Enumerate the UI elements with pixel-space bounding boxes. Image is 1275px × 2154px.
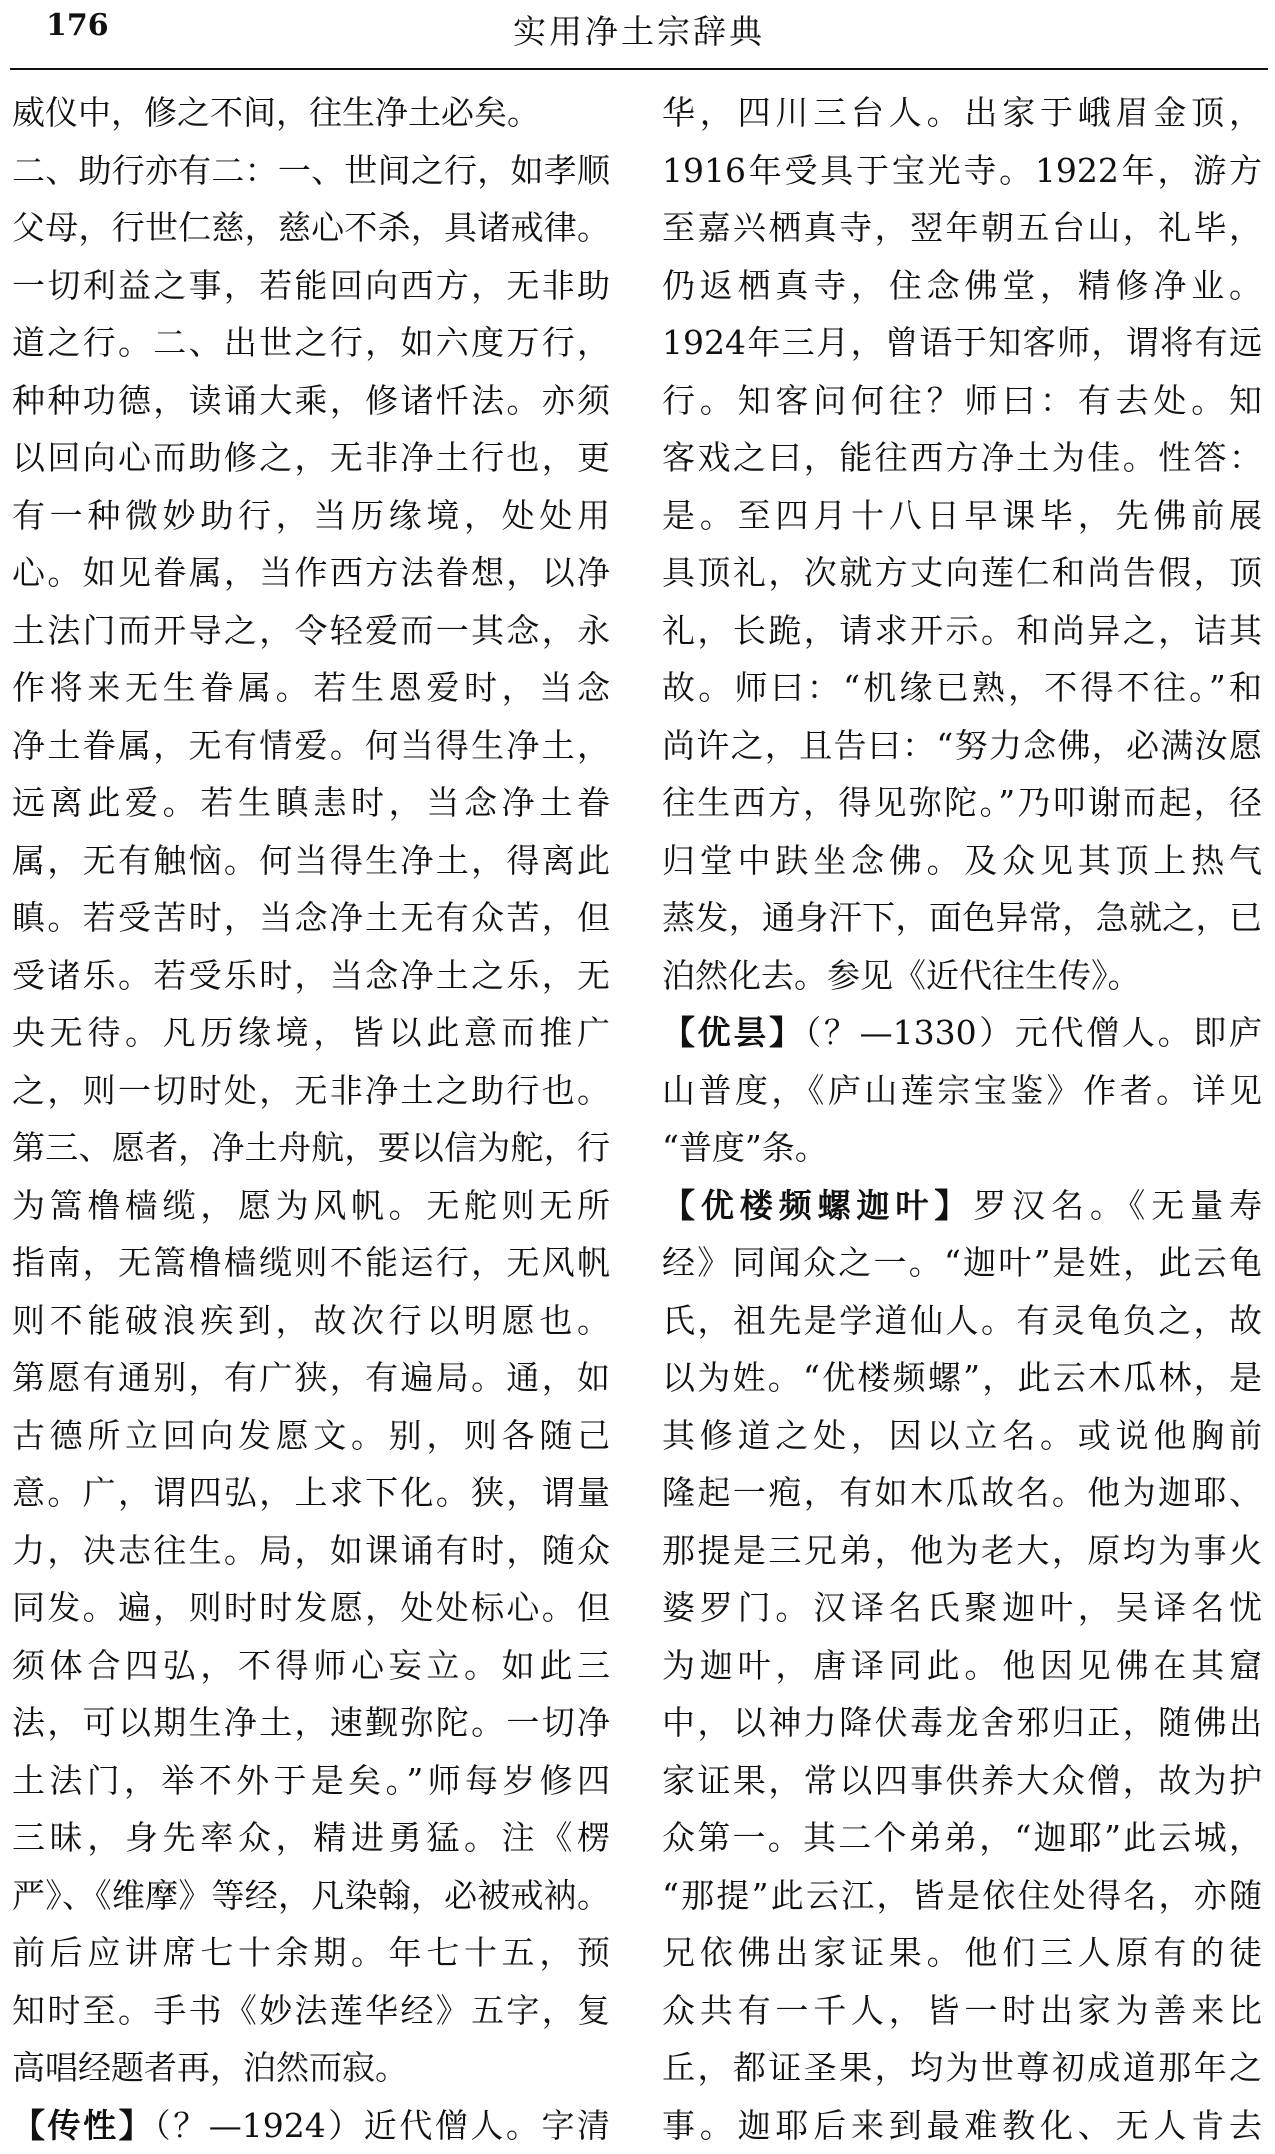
text-line: 心。如见眷属，当作西方法眷想，以净 [12,544,610,602]
text-line [662,1177,1262,1235]
text-line: 高唱经题者再，泊然而寂。 [12,2039,610,2097]
text-line: 为迦叶，唐译同此。他因见佛在其窟 [662,1637,1262,1695]
text-line: 泊然化去。参见《近代往生传》。 [662,947,1262,1005]
text-line: 那提是三兄弟，他为老大，原均为事火 [662,1522,1262,1580]
text-line: 华，四川三台人。出家于峨眉金顶， [662,84,1262,142]
text-line: 事。迦耶后来到最难教化、无人肯去 [662,2097,1262,2154]
text-line: 第三、愿者，净土舟航，要以信为舵，行 [12,1119,610,1177]
text-line: 瞋。若受苦时，当念净土无有众苦，但 [12,889,610,947]
text-line: 同发。遍，则时时发愿，处处标心。但 [12,1579,610,1637]
text-line: 丘，都证圣果，均为世尊初成道那年之 [662,2039,1262,2097]
text-line: 央无待。凡历缘境，皆以此意而推广 [12,1004,610,1062]
text-line: 知时至。手书《妙法莲华经》五字，复 [12,1982,610,2040]
text-line: 以回向心而助修之，无非净土行也，更 [12,429,610,487]
text-line: 指南，无篙橹樯缆则不能运行，无风帆 [12,1234,610,1292]
text-line: 兄依佛出家证果。他们三人原有的徒 [662,1924,1262,1982]
text-line: 意。广，谓四弘，上求下化。狭，谓量 [12,1464,610,1522]
text-line: 众第一。其二个弟弟，“迦耶”此云城， [662,1809,1262,1867]
left-column [12,84,610,2154]
page-header [10,0,1268,70]
text-line: 1916年受具于宝光寺。1922年，游方 [662,142,1262,200]
text-line: 古德所立回向发愿文。别，则各随己 [12,1407,610,1465]
text-line: 土法门而开导之，令轻爱而一其念，永 [12,602,610,660]
text-line: 氏，祖先是学道仙人。有灵龟负之，故 [662,1292,1262,1350]
text-line: 中，以神力降伏毒龙舍邪归正，随佛出 [662,1694,1262,1752]
text-line: 礼，长跪，请求开示。和尚异之，诘其 [662,602,1262,660]
entry-text: （？—1924）近代僧人。字清 [154,2106,610,2145]
text-line: 至嘉兴栖真寺，翌年朝五台山，礼毕， [662,199,1262,257]
text-line: 行。知客问何往？师曰：有去处。知 [662,372,1262,430]
text-line: 有一种微妙助行，当历缘境，处处用 [12,487,610,545]
text-line: 归堂中趺坐念佛。及众见其顶上热气 [662,832,1262,890]
text-line: 为篙橹樯缆，愿为风帆。无舵则无所 [12,1177,610,1235]
text-line: 家证果，常以四事供养大众僧，故为护 [662,1752,1262,1810]
text-line: 之，则一切时处，无非净土之助行也。 [12,1062,610,1120]
right-column [662,84,1262,2154]
text-line: 力，决志往生。局，如课诵有时，随众 [12,1522,610,1580]
page-number: 176 [46,8,109,43]
entry-text: 罗汉名。《无量寿 [973,1186,1262,1225]
text-line: 严》、《维摩》等经，凡染翰，必被戒衲。 [12,1867,610,1925]
text-line: 远离此爱。若生瞋恚时，当念净土眷 [12,774,610,832]
text-line: 山普度，《庐山莲宗宝鉴》作者。详见 [662,1062,1262,1120]
running-title: 实用净土宗辞典 [10,6,1268,53]
text-line: 三昧，身先率众，精进勇猛。注《楞 [12,1809,610,1867]
text-line: 仍返栖真寺，住念佛堂，精修净业。 [662,257,1262,315]
text-line: 1924年三月，曾语于知客师，谓将有远 [662,314,1262,372]
text-line: 父母，行世仁慈，慈心不杀，具诸戒律。 [12,199,610,257]
text-line: 威仪中，修之不间，往生净土必矣。 [12,84,610,142]
text-line: 前后应讲席七十余期。年七十五，预 [12,1924,610,1982]
text-line: 属，无有触恼。何当得生净土，得离此 [12,832,610,890]
entry-headword: 【优楼频螺迦叶】 [662,1186,973,1225]
text-line: 受诸乐。若受乐时，当念净土之乐，无 [12,947,610,1005]
text-line: 经》同闻众之一。“迦叶”是姓，此云龟 [662,1234,1262,1292]
text-line: 须体合四弘，不得师心妄立。如此三 [12,1637,610,1695]
text-line: 具顶礼，次就方丈向莲仁和尚告假，顶 [662,544,1262,602]
text-line: 二、助行亦有二：一、世间之行，如孝顺 [12,142,610,200]
text-line: 故。师曰：“机缘已熟，不得不往。”和 [662,659,1262,717]
text-line: 第愿有通别，有广狭，有遍局。通，如 [12,1349,610,1407]
text-line: 土法门，举不外于是矣。”师每岁修四 [12,1752,610,1810]
entry-headword: 【传性】 [12,2106,154,2145]
entry-text: （？—1330）元代僧人。即庐 [805,1013,1262,1052]
text-line [12,2097,610,2154]
text-line: “那提”此云江，皆是依住处得名，亦随 [662,1867,1262,1925]
text-line: 一切利益之事，若能回向西方，无非助 [12,257,610,315]
text-line: 婆罗门。汉译名氏聚迦叶，吴译名忧 [662,1579,1262,1637]
text-line: 往生西方，得见弥陀。”乃叩谢而起，径 [662,774,1262,832]
text-line: 则不能破浪疾到，故次行以明愿也。 [12,1292,610,1350]
text-line: 净土眷属，无有情爱。何当得生净土， [12,717,610,775]
text-line: 蒸发，通身汗下，面色异常，急就之，已 [662,889,1262,947]
entry-headword: 【优昙】 [662,1013,805,1052]
text-line: 隆起一疱，有如木瓜故名。他为迦耶、 [662,1464,1262,1522]
text-line: 种种功德，读诵大乘，修诸忏法。亦须 [12,372,610,430]
text-line: 法，可以期生净土，速觐弥陀。一切净 [12,1694,610,1752]
text-line [662,1004,1262,1062]
text-line: “普度”条。 [662,1119,1262,1177]
text-line: 以为姓。“优楼频螺”，此云木瓜林，是 [662,1349,1262,1407]
text-line: 是。至四月十八日早课毕，先佛前展 [662,487,1262,545]
text-line: 客戏之曰，能往西方净土为佳。性答： [662,429,1262,487]
text-line: 众共有一千人，皆一时出家为善来比 [662,1982,1262,2040]
text-line: 作将来无生眷属。若生恩爱时，当念 [12,659,610,717]
text-line: 尚许之，且告曰：“努力念佛，必满汝愿 [662,717,1262,775]
text-line: 其修道之处，因以立名。或说他胸前 [662,1407,1262,1465]
text-line: 道之行。二、出世之行，如六度万行， [12,314,610,372]
